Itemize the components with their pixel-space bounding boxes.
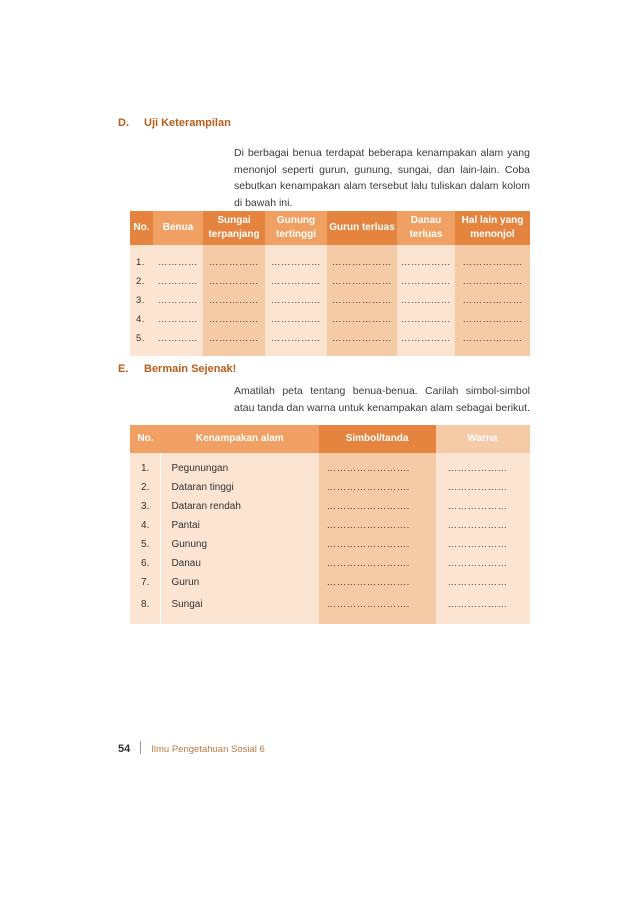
cell-danau: …………… xyxy=(397,291,455,310)
section-e-paragraph: Amatilah peta tentang benua-benua. Carilah simbol-simbol atau tanda dan warna untuk kenampakan alam sebagai berikut. xyxy=(234,385,530,414)
cell-gurun: ……………… xyxy=(327,253,397,272)
cell-simbol: ……………………. xyxy=(319,459,436,478)
header-hal-lain: Hal lain yang menonjol xyxy=(455,211,530,245)
cell-benua: ………… xyxy=(153,291,203,310)
table-row xyxy=(130,329,530,348)
cell-danau: …………… xyxy=(397,310,455,329)
row-number: 1. xyxy=(130,253,153,272)
cell-benua: ………… xyxy=(153,329,203,348)
table-header-row xyxy=(130,211,530,245)
cell-kenampakan: Dataran rendah xyxy=(161,497,319,516)
table-row xyxy=(130,478,530,497)
row-number: 4. xyxy=(130,310,153,329)
row-number: 5. xyxy=(130,329,153,348)
section-e-letter: E. xyxy=(118,363,129,375)
header-no: No. xyxy=(130,425,161,453)
cell-benua: ………… xyxy=(153,310,203,329)
cell-gurun: ……………… xyxy=(327,329,397,348)
row-number: 5. xyxy=(130,535,161,554)
cell-danau: …………… xyxy=(397,272,455,291)
cell-simbol: ……………………. xyxy=(319,592,436,616)
cell-warna: ……………… xyxy=(436,459,530,478)
header-simbol: Simbol/tanda xyxy=(319,425,436,453)
header-no: No. xyxy=(130,211,153,245)
cell-gunung: …………… xyxy=(265,329,327,348)
row-number: 2. xyxy=(130,478,161,497)
header-kenampakan: Kenampakan alam xyxy=(161,425,319,453)
map-symbols-table xyxy=(130,425,530,624)
cell-simbol: ……………………. xyxy=(319,573,436,592)
cell-simbol: ……………………. xyxy=(319,478,436,497)
cell-hal-lain: ……………… xyxy=(455,253,530,272)
cell-gurun: ……………… xyxy=(327,272,397,291)
section-e-heading xyxy=(118,363,236,375)
cell-gunung: …………… xyxy=(265,291,327,310)
cell-kenampakan: Gurun xyxy=(161,573,319,592)
cell-kenampakan: Sungai xyxy=(161,592,319,616)
table-row xyxy=(130,592,530,616)
header-benua: Benua xyxy=(153,211,203,245)
cell-warna: ……………… xyxy=(436,497,530,516)
cell-warna: ……………… xyxy=(436,592,530,616)
cell-simbol: ……………………. xyxy=(319,535,436,554)
footer-divider xyxy=(140,741,141,754)
cell-warna: ……………… xyxy=(436,573,530,592)
cell-gurun: ……………… xyxy=(327,310,397,329)
row-number: 3. xyxy=(130,291,153,310)
cell-benua: ………… xyxy=(153,253,203,272)
cell-gunung: …………… xyxy=(265,310,327,329)
cell-warna: ……………… xyxy=(436,478,530,497)
header-warna: Warna xyxy=(436,425,530,453)
cell-sungai: …………… xyxy=(203,310,265,329)
cell-gunung: …………… xyxy=(265,253,327,272)
cell-sungai: …………… xyxy=(203,329,265,348)
cell-simbol: ……………………. xyxy=(319,516,436,535)
cell-kenampakan: Gunung xyxy=(161,535,319,554)
row-number: 4. xyxy=(130,516,161,535)
row-number: 6. xyxy=(130,554,161,573)
cell-danau: …………… xyxy=(397,329,455,348)
table-row xyxy=(130,291,530,310)
cell-kenampakan: Pegunungan xyxy=(161,459,319,478)
natural-features-table xyxy=(130,211,530,356)
row-number: 7. xyxy=(130,573,161,592)
cell-simbol: ……………………. xyxy=(319,554,436,573)
table-row xyxy=(130,573,530,592)
table-row xyxy=(130,497,530,516)
cell-sungai: …………… xyxy=(203,272,265,291)
book-title: Ilmu Pengetahuan Sosial 6 xyxy=(151,744,265,755)
cell-warna: ……………… xyxy=(436,554,530,573)
table-row xyxy=(130,554,530,573)
cell-danau: …………… xyxy=(397,253,455,272)
table-header-row xyxy=(130,425,530,453)
row-number: 2. xyxy=(130,272,153,291)
header-danau: Danau terluas xyxy=(397,211,455,245)
section-d-letter: D. xyxy=(118,117,129,129)
cell-hal-lain: ……………… xyxy=(455,272,530,291)
cell-sungai: …………… xyxy=(203,253,265,272)
cell-simbol: ……………………. xyxy=(319,497,436,516)
table-row xyxy=(130,272,530,291)
cell-sungai: …………… xyxy=(203,291,265,310)
cell-kenampakan: Pantai xyxy=(161,516,319,535)
section-d-heading xyxy=(118,117,231,129)
cell-benua: ………… xyxy=(153,272,203,291)
header-sungai: Sungai terpanjang xyxy=(203,211,265,245)
cell-gurun: ……………… xyxy=(327,291,397,310)
table-row xyxy=(130,310,530,329)
cell-hal-lain: ……………… xyxy=(455,329,530,348)
table-row xyxy=(130,253,530,272)
table-row xyxy=(130,459,530,478)
header-gunung: Gunung tertinggi xyxy=(265,211,327,245)
section-e-title: Bermain Sejenak! xyxy=(144,363,237,375)
cell-hal-lain: ……………… xyxy=(455,291,530,310)
row-number: 1. xyxy=(130,459,161,478)
row-number: 8. xyxy=(130,592,161,616)
cell-warna: ……………… xyxy=(436,535,530,554)
table-row xyxy=(130,516,530,535)
cell-kenampakan: Dataran tinggi xyxy=(161,478,319,497)
table-row xyxy=(130,535,530,554)
page-number: 54 xyxy=(118,743,131,755)
cell-kenampakan: Danau xyxy=(161,554,319,573)
row-number: 3. xyxy=(130,497,161,516)
section-d-paragraph: Di berbagai benua terdapat beberapa kenampakan alam yang menonjol seperti gurun, gunung, sungai, dan lain-lain. Coba sebutkan kenampakan alam tersebut lalu tuliskan dalam kolom di bawah ini. xyxy=(234,147,530,209)
section-d-title: Uji Keterampilan xyxy=(144,117,231,129)
cell-warna: ……………… xyxy=(436,516,530,535)
cell-hal-lain: ……………… xyxy=(455,310,530,329)
cell-gunung: …………… xyxy=(265,272,327,291)
header-gurun: Gurun terluas xyxy=(327,211,397,245)
page-footer xyxy=(118,741,265,755)
